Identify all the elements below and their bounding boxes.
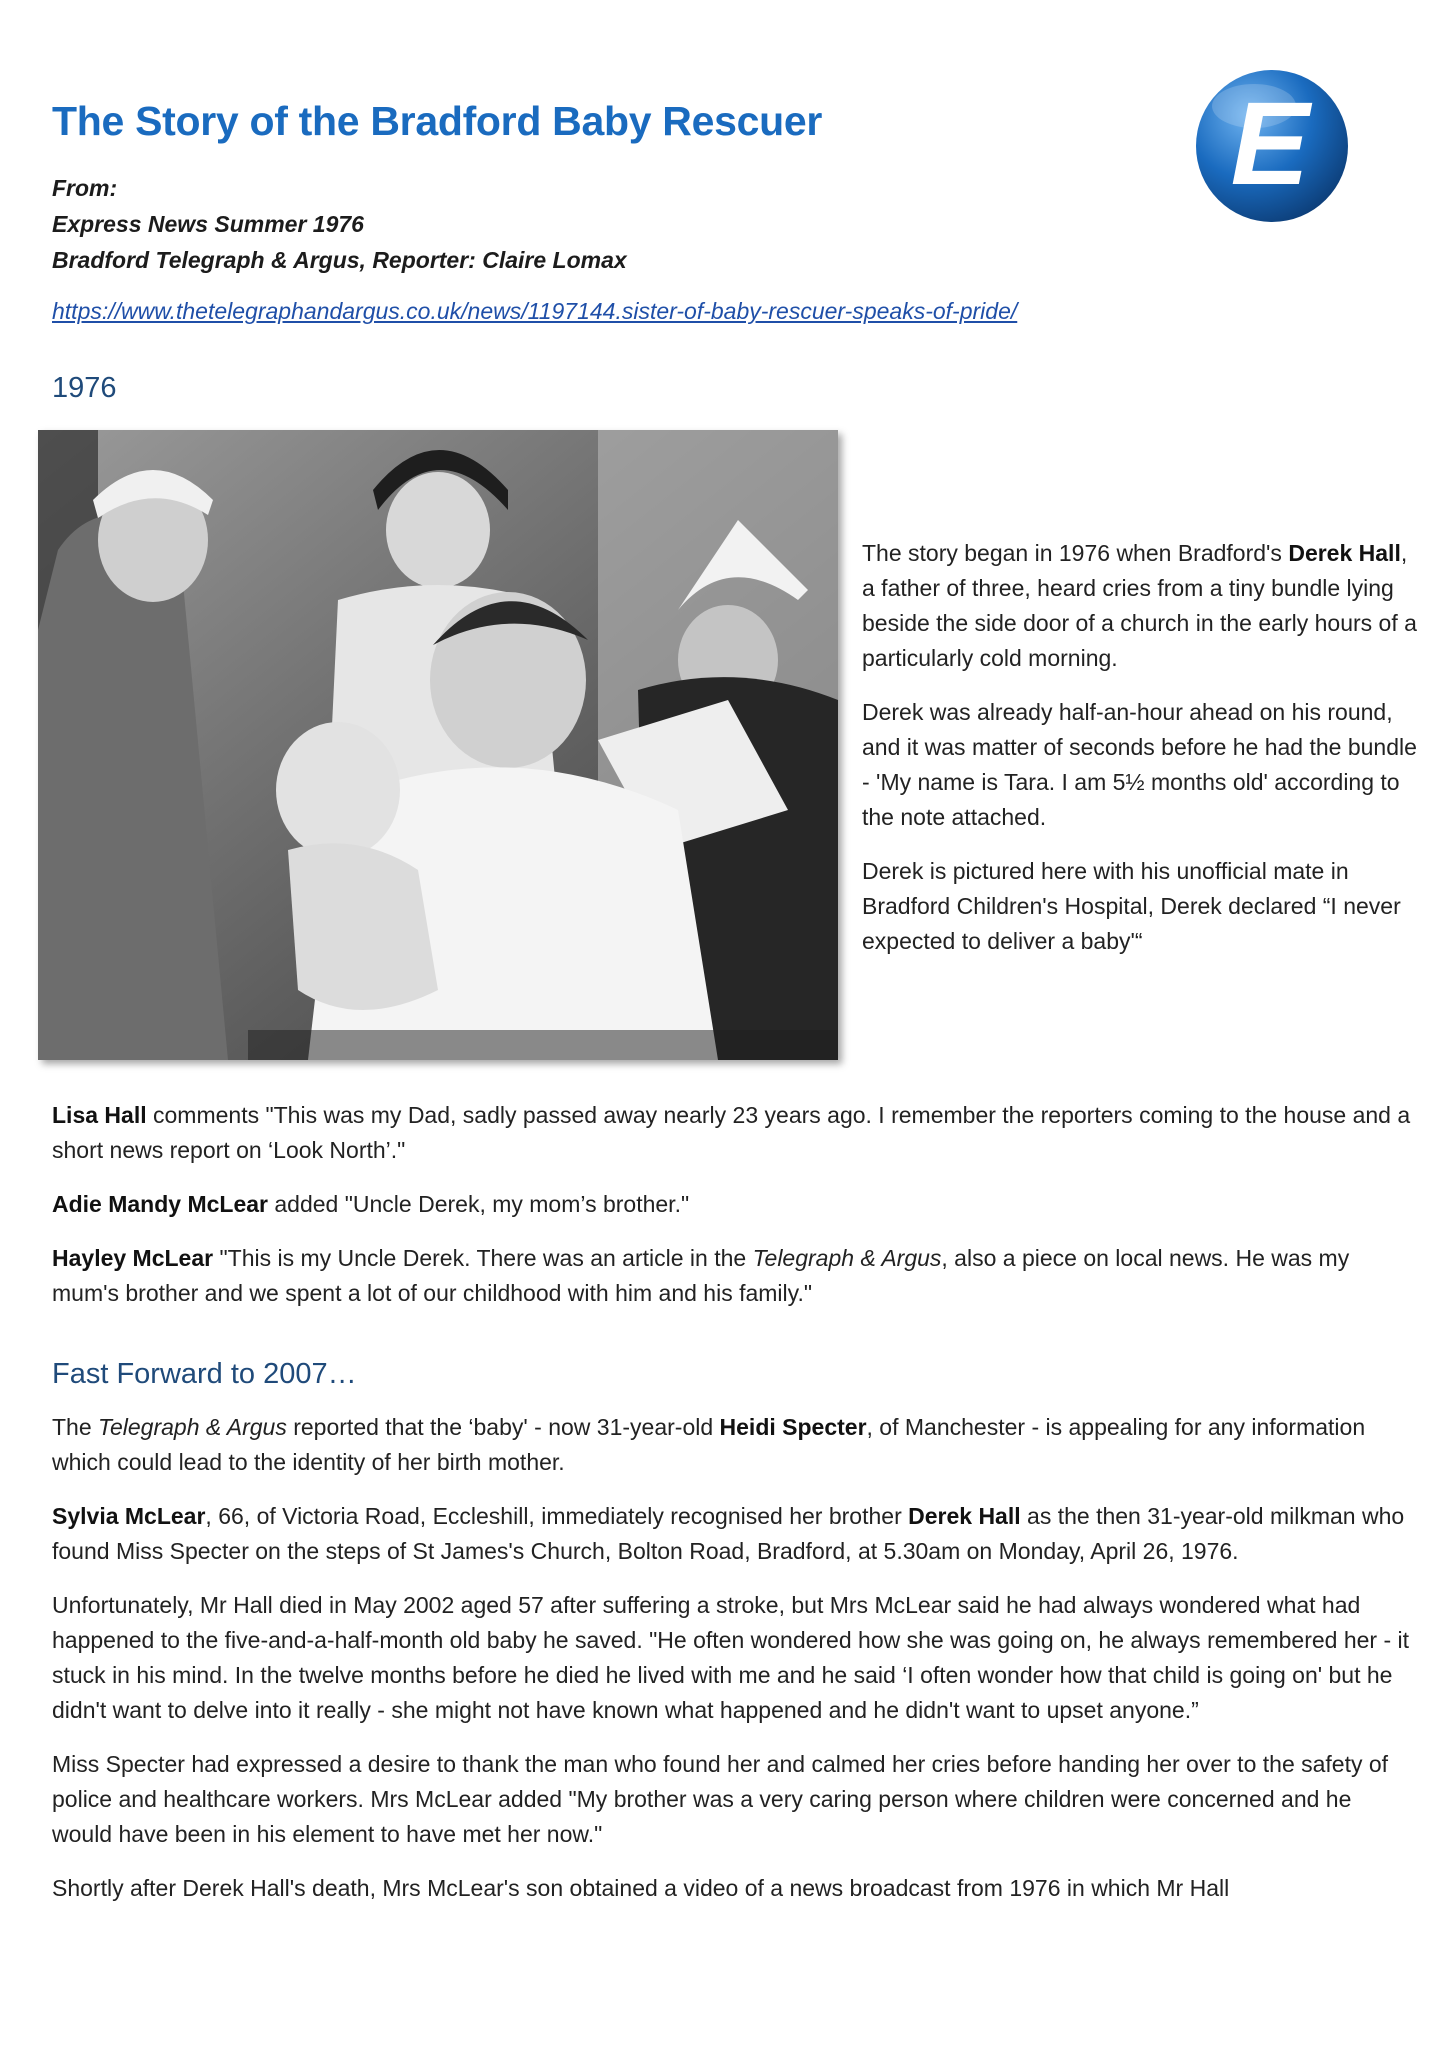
story-paragraph-4: Miss Specter had expressed a desire to thank the man who found her and calmed her cries before handing her over to the safety of police and healthcare workers. Mrs McLear added "My brother was a very caring person where children were concerned and he would have been in his element to have met her now." xyxy=(52,1751,1389,1847)
intro-p1-name: Derek Hall xyxy=(1288,540,1401,566)
heading-2007: Fast Forward to 2007… xyxy=(52,1358,357,1390)
comment-adie-text: added "Uncle Derek, my mom’s brother." xyxy=(268,1191,690,1217)
historic-photo xyxy=(38,430,838,1060)
intro-text xyxy=(862,536,1417,978)
logo-letter: E xyxy=(1230,78,1310,210)
story-p1-bold: Heidi Specter xyxy=(719,1414,867,1440)
story-p2-bold1: Sylvia McLear xyxy=(52,1503,206,1529)
comment-lisa xyxy=(52,1098,1416,1168)
comment-adie-name: Adie Mandy McLear xyxy=(52,1191,268,1217)
comment-hayley-name: Hayley McLear xyxy=(52,1245,214,1271)
story-paragraph-5: Shortly after Derek Hall's death, Mrs McLear's son obtained a video of a news broadcast from 1976 in which Mr Hall xyxy=(52,1875,1230,1901)
comment-hayley-italic: Telegraph & Argus xyxy=(752,1245,942,1271)
comment-hayley-text-b: , also a piece on local news. He was my mum's brother and we spent a lot of our childhood with him and his family." xyxy=(52,1245,1350,1306)
comment-lisa-name: Lisa Hall xyxy=(52,1102,147,1128)
story-p2-b: as the then 31-year-old milkman who found Miss Specter on the steps of St James's Church, Bolton Road, Bradford, at 5.30am on Monday, April 26, 1976. xyxy=(52,1503,1405,1564)
express-logo-icon xyxy=(1192,66,1352,226)
story-p2-bold2: Derek Hall xyxy=(908,1503,1021,1529)
story-p1-a: The xyxy=(52,1414,99,1440)
comment-hayley xyxy=(52,1241,1416,1311)
heading-1976: 1976 xyxy=(52,372,117,404)
intro-paragraph-3: Derek is pictured here with his unofficial mate in Bradford Children's Hospital, Derek declared “I never expected to deliver a baby'“ xyxy=(862,858,1401,954)
comment-hayley-text-a: "This is my Uncle Derek. There was an article in the xyxy=(213,1245,753,1271)
story-p1-b: reported that the ‘baby' - now 31-year-old xyxy=(286,1414,720,1440)
intro-paragraph-2: Derek was already half-an-hour ahead on his round, and it was matter of seconds before he had the bundle - 'My name is Tara. I am 5½ months old' according to the note attached. xyxy=(862,699,1417,830)
intro-p1-start: The story began in 1976 when Bradford's xyxy=(862,540,1289,566)
source-label: From: xyxy=(52,175,118,201)
story-p1-italic: Telegraph & Argus xyxy=(98,1414,287,1440)
comment-lisa-text: comments "This was my Dad, sadly passed away nearly 23 years ago. I remember the reporters coming to the house and a short news report on ‘Look North’." xyxy=(52,1102,1411,1163)
source-line-2: Bradford Telegraph & Argus, Reporter: Claire Lomax xyxy=(52,247,627,273)
source-block xyxy=(52,170,627,278)
article-link[interactable]: https://www.thetelegraphandargus.co.uk/news/1197144.sister-of-baby-rescuer-speaks-of-pride/ xyxy=(52,298,1018,324)
story-paragraph-2 xyxy=(52,1499,1416,1569)
page-title: The Story of the Bradford Baby Rescuer xyxy=(52,98,823,144)
story-2007-block xyxy=(52,1410,1416,1925)
story-p2-a: , 66, of Victoria Road, Eccleshill, immediately recognised her brother xyxy=(205,1503,909,1529)
story-paragraph-3: Unfortunately, Mr Hall died in May 2002 aged 57 after suffering a stroke, but Mrs McLear said he had always wondered what had happened to the five-and-a-half-month old baby he saved. "He often wondered how she was going on, he always remembered her - it stuck in his mind. In the twelve months before he died he lived with me and he said ‘I often wonder how that child is going on' but he didn't want to delve into it really - she might not have known what happened and he didn't want to upset anyone.” xyxy=(52,1592,1410,1723)
comments-block xyxy=(52,1098,1416,1330)
source-line-1: Express News Summer 1976 xyxy=(52,211,364,237)
comment-adie xyxy=(52,1187,1416,1222)
story-p1-c: , of Manchester - is appealing for any information which could lead to the identity of her birth mother. xyxy=(52,1414,1366,1475)
story-paragraph-1 xyxy=(52,1410,1416,1480)
intro-paragraph-1 xyxy=(862,536,1417,676)
intro-p1-end: , a father of three, heard cries from a tiny bundle lying beside the side door of a church in the early hours of a particularly cold morning. xyxy=(862,540,1417,671)
